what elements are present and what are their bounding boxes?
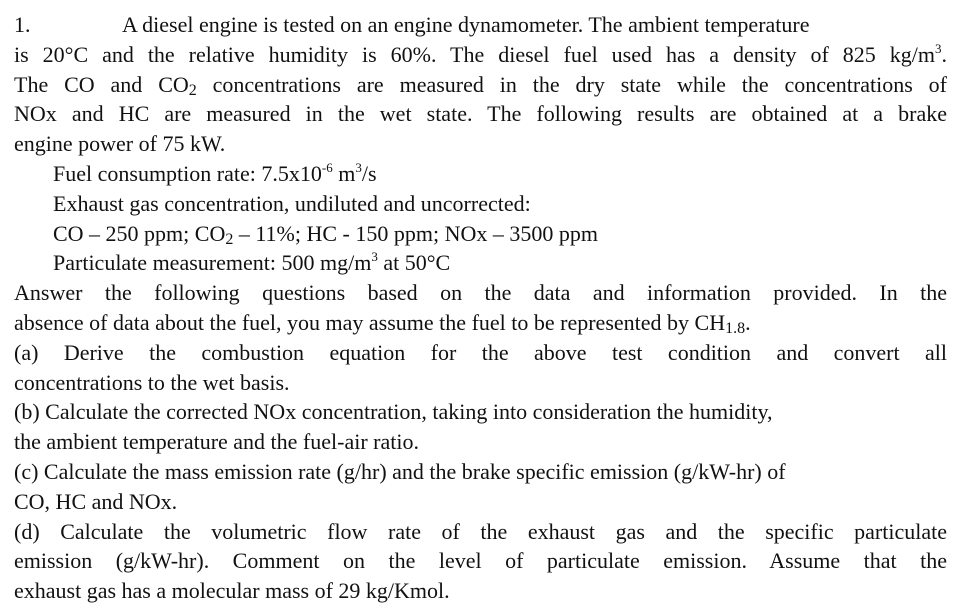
intro-text: . (941, 41, 947, 67)
part-a-line-1 (14, 338, 947, 368)
data-text: m (332, 160, 356, 186)
superscript: -6 (321, 159, 333, 175)
superscript: 3 (935, 40, 942, 56)
data-text: Exhaust gas concentration, undiluted and uncorrected: (53, 190, 531, 216)
superscript: 3 (371, 249, 378, 265)
exhaust-label-line (14, 189, 947, 219)
instruction-text: . (745, 309, 751, 335)
question-line-3 (14, 70, 947, 100)
part-b-line-2 (14, 427, 947, 457)
data-text: Particulate measurement: 500 mg/m (53, 250, 372, 276)
question-line-4 (14, 99, 947, 129)
instructions-line-2 (14, 308, 947, 338)
data-text: at 50°C (377, 250, 451, 276)
concentrations-line (14, 219, 947, 249)
intro-text: concentrations are measured in the dry state while the concentrations of (196, 71, 947, 97)
fuel-consumption-line (14, 159, 947, 189)
part-b-text: the ambient temperature and the fuel-air ratio. (14, 429, 419, 455)
subscript: 2 (188, 81, 197, 99)
question-line-2 (14, 40, 947, 70)
question-document (14, 10, 947, 606)
part-a-line-2 (14, 368, 947, 398)
data-text: – 11%; HC - 150 ppm; NOx – 3500 ppm (233, 220, 598, 246)
intro-text: A diesel engine is tested on an engine dynamometer. The ambient temperature (122, 12, 810, 37)
part-d-line-1 (14, 517, 947, 547)
data-text: Fuel consumption rate: 7.5x10 (53, 160, 322, 186)
instruction-text: Answer the following questions based on the data and information provided. In the (14, 280, 947, 306)
part-c-line-1 (14, 457, 947, 487)
subscript: 1.8 (725, 319, 746, 337)
part-c-text: CO, HC and NOx. (14, 488, 178, 514)
part-b-line-1 (14, 397, 947, 427)
data-text: CO – 250 ppm; CO (53, 220, 226, 246)
subscript: 2 (225, 230, 234, 248)
part-b-text: (b) Calculate the corrected NOx concentration, taking into consideration the humidity, (14, 399, 773, 425)
part-d-line-2 (14, 546, 947, 576)
data-text: /s (361, 160, 377, 186)
instruction-text: absence of data about the fuel, you may assume the fuel to be represented by CH (14, 309, 726, 335)
intro-text: The CO and CO (14, 71, 189, 97)
question-number: 1. (14, 12, 31, 37)
part-d-text: (d) Calculate the volumetric flow rate of the exhaust gas and the specific particulate (14, 518, 947, 544)
superscript: 3 (355, 159, 362, 175)
part-c-text: (c) Calculate the mass emission rate (g/hr) and the brake specific emission (g/kW-hr) of (14, 458, 786, 484)
particulate-line (14, 248, 947, 278)
part-d-line-3 (14, 576, 947, 606)
part-c-line-2 (14, 487, 947, 517)
part-a-text: concentrations to the wet basis. (14, 369, 290, 395)
question-line-1 (14, 10, 947, 40)
part-a-text: (a) Derive the combustion equation for the above test condition and convert all (14, 339, 947, 365)
part-d-text: emission (g/kW-hr). Comment on the level of particulate emission. Assume that the (14, 548, 947, 574)
part-d-text: exhaust gas has a molecular mass of 29 kg/Kmol. (14, 578, 450, 604)
intro-text: NOx and HC are measured in the wet state. The following results are obtained at a brake (14, 101, 947, 127)
instructions-line-1 (14, 278, 947, 308)
intro-text: is 20°C and the relative humidity is 60%. The diesel fuel used has a density of 825 kg/m (14, 41, 935, 67)
question-line-5 (14, 129, 947, 159)
intro-text: engine power of 75 kW. (14, 131, 226, 157)
